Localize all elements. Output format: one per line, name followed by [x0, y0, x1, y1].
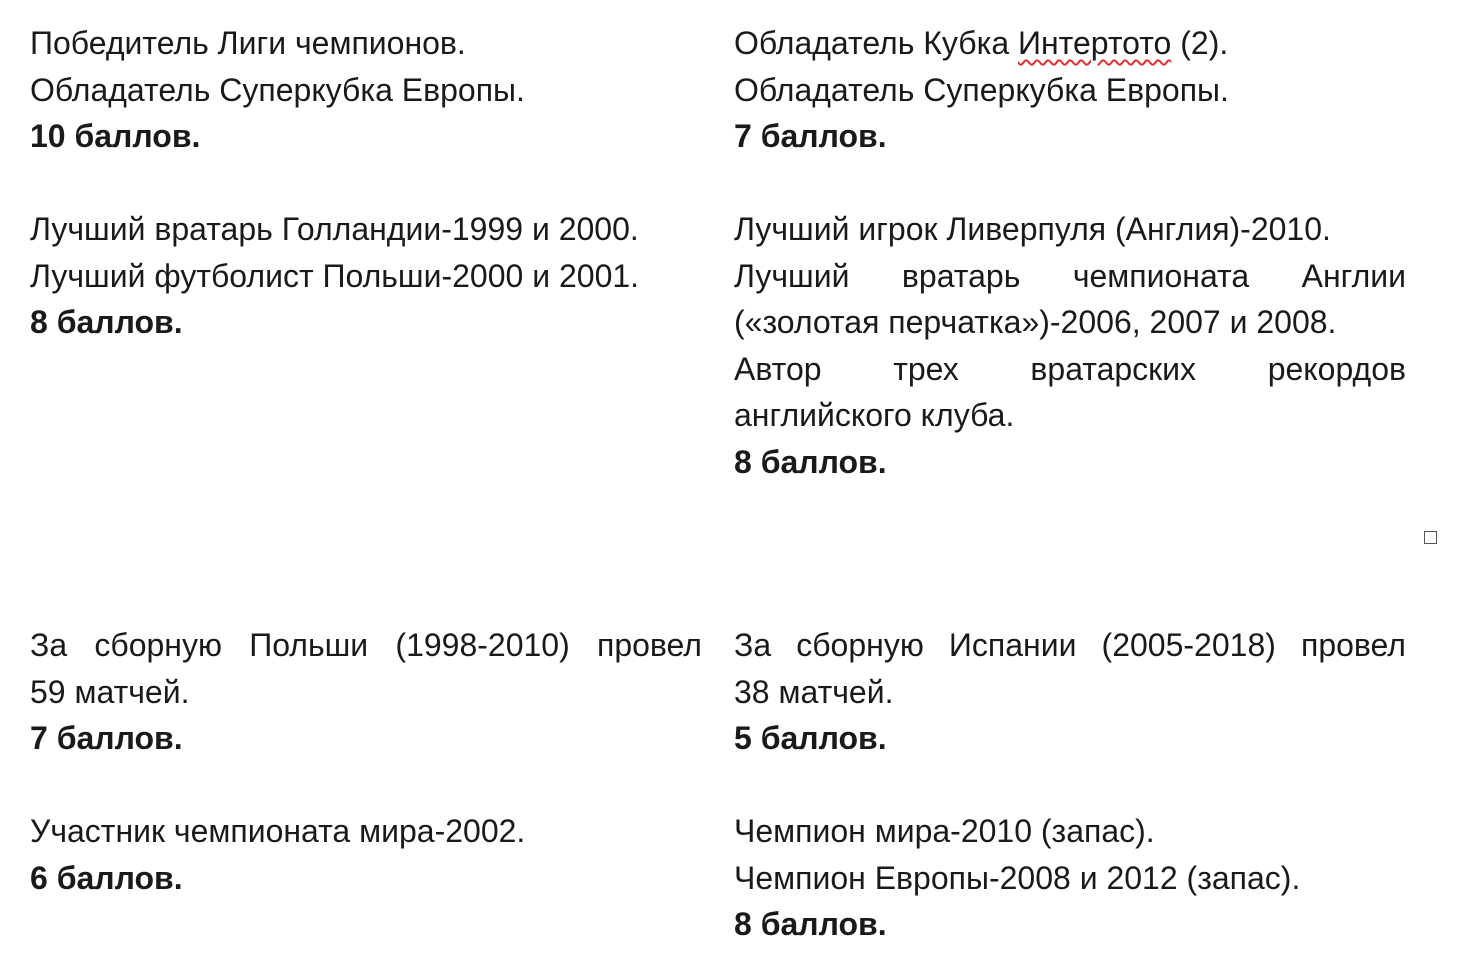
justified-text-line	[734, 253, 1406, 300]
text-fragment: Обладатель Кубка	[734, 25, 1018, 61]
left-column-block-2	[30, 206, 702, 346]
right-column-block-2	[734, 206, 1406, 485]
text-line	[734, 20, 1406, 67]
right-column-block-1	[734, 20, 1406, 160]
word: За	[30, 627, 68, 663]
word: Испании	[948, 627, 1077, 663]
paragraph-marker-icon[interactable]	[1424, 531, 1437, 544]
justified-text-line	[30, 622, 702, 669]
word: провел	[1300, 627, 1406, 663]
word: сборную	[94, 627, 222, 663]
word: сборную	[796, 627, 924, 663]
word: вратарь	[901, 257, 1021, 294]
score-label: 8 баллов.	[734, 443, 887, 480]
text-line: Лучший футболист Польши-2000 и 2001.	[30, 257, 640, 294]
text-line: Чемпион мира-2010 (запас).	[734, 813, 1155, 849]
word: вратарских	[1030, 350, 1197, 387]
word: Англии	[1301, 257, 1406, 294]
justified-text-line	[734, 622, 1406, 669]
text-line: 59 матчей.	[30, 673, 190, 710]
score-label: 7 баллов.	[30, 720, 183, 756]
left-column-block-4	[30, 808, 702, 901]
word: За	[734, 627, 772, 663]
text-line: («золотая перчатка»)-2006, 2007 и 2008.	[734, 304, 1337, 340]
text-line: Лучший игрок Ливерпуля (Англия)-2010.	[734, 211, 1331, 247]
text-line: Победитель Лиги чемпионов.	[30, 25, 466, 61]
text-line: Обладатель Суперкубка Европы.	[734, 71, 1229, 108]
left-column-block-1	[30, 20, 702, 160]
word: (2005-2018)	[1101, 627, 1276, 663]
justified-text-line	[734, 346, 1406, 393]
left-column-block-3	[30, 622, 702, 762]
word: рекордов	[1267, 350, 1406, 387]
right-column-block-4	[734, 808, 1406, 948]
spellcheck-flagged-word[interactable]: Интертото	[1018, 25, 1172, 61]
score-label: 7 баллов.	[734, 118, 887, 154]
text-line: Обладатель Суперкубка Европы.	[30, 71, 525, 108]
score-label: 6 баллов.	[30, 859, 183, 896]
word: Автор	[734, 350, 822, 387]
word: трех	[893, 350, 959, 387]
word: (1998-2010)	[395, 627, 570, 663]
score-label: 5 баллов.	[734, 720, 887, 756]
text-line: Лучший вратарь Голландии-1999 и 2000.	[30, 211, 639, 247]
word: провел	[596, 627, 702, 663]
text-line: 38 матчей.	[734, 673, 894, 710]
score-label: 8 баллов.	[30, 304, 183, 340]
word: чемпионата	[1072, 257, 1250, 294]
text-fragment: (2).	[1171, 25, 1229, 61]
text-line: английского клуба.	[734, 397, 1015, 433]
text-line: Участник чемпионата мира-2002.	[30, 813, 526, 849]
word: Польши	[249, 627, 369, 663]
word: Лучший	[734, 257, 850, 294]
score-label: 8 баллов.	[734, 906, 887, 942]
score-label: 10 баллов.	[30, 118, 201, 154]
text-line: Чемпион Европы-2008 и 2012 (запас).	[734, 859, 1301, 896]
right-column-block-3	[734, 622, 1406, 762]
